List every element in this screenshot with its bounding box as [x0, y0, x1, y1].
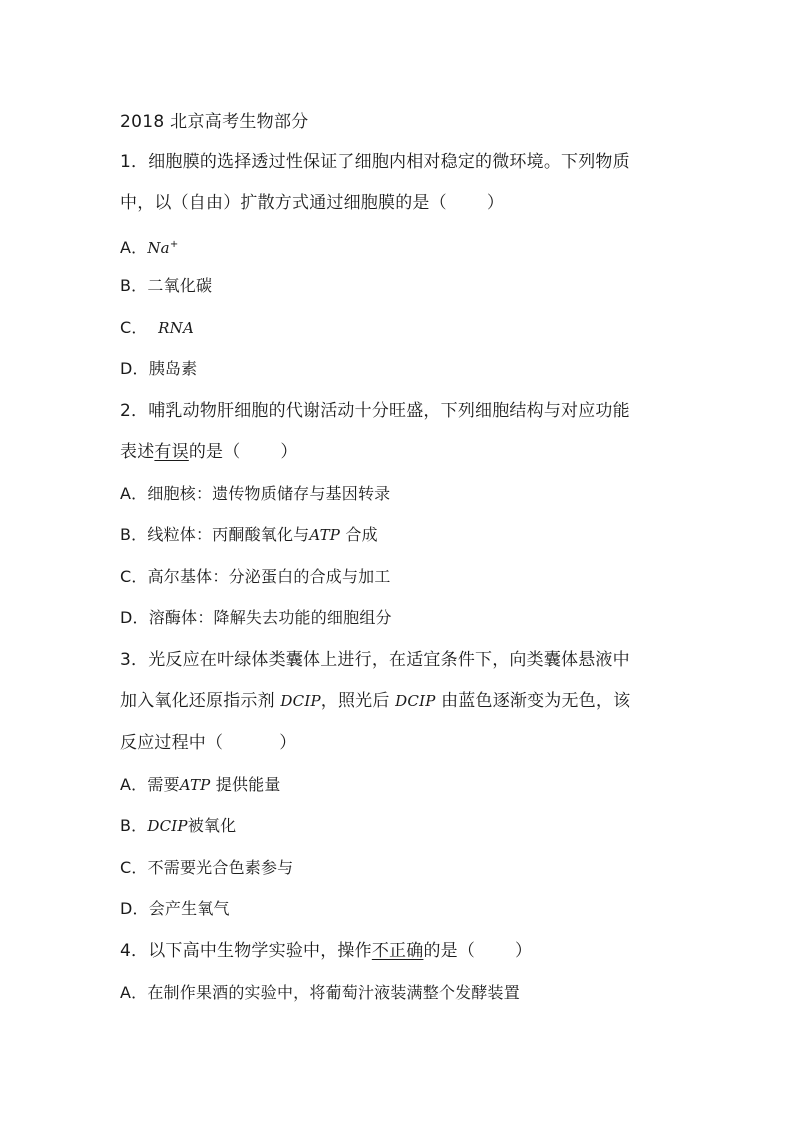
q3-stem-text-post: 由蓝色逐渐变为无色，该 [441, 691, 631, 711]
q3-stem-close: ） [279, 733, 297, 753]
q1-option-a-label: A． [120, 238, 148, 257]
q4-stem-close: ） [515, 941, 533, 961]
q3-stem-formula-2: DCIP [395, 692, 436, 710]
q2-stem-line2 [120, 441, 298, 463]
q1-option-c [120, 317, 194, 339]
q3-option-b [120, 815, 236, 837]
q1-option-b: B．二氧化碳 [120, 276, 213, 295]
q4-stem-text-post: 的是（ [423, 941, 476, 961]
q3-stem-text: 反应过程中（ [120, 733, 224, 753]
q2-stem-text-post: 的是（ [188, 442, 241, 462]
q4-stem-underlined: 不正确 [371, 941, 424, 961]
q2-option-c: C．高尔基体：分泌蛋白的合成与加工 [120, 567, 391, 586]
q3-option-b-label: B． [120, 816, 148, 835]
q3-stem-formula-1: DCIP [280, 692, 321, 710]
q2-stem-underlined: 有误 [154, 442, 189, 462]
q2-option-d: D．溶酶体：降解失去功能的细胞组分 [120, 608, 392, 627]
document-title: 2018 北京高考生物部分 [120, 112, 309, 132]
q1-option-c-label: C． [120, 318, 148, 337]
q2-stem-text-pre: 表述 [120, 442, 155, 462]
q2-option-b [120, 524, 378, 546]
q1-option-a-formula: Na [147, 239, 170, 257]
q1-stem-close: ） [486, 193, 505, 213]
q4-stem [120, 940, 532, 962]
q4-option-a: A．在制作果酒的实验中，将葡萄汁液装满整个发酵装置 [120, 983, 520, 1002]
q1-stem-line2 [120, 192, 504, 214]
q2-option-b-formula: ATP [309, 526, 341, 544]
q3-option-a [120, 774, 281, 796]
q1-option-a-superscript: + [169, 239, 179, 250]
q1-stem-text: 中，以（自由）扩散方式通过细胞膜的是（ [120, 193, 447, 213]
q2-stem-close: ） [280, 442, 298, 462]
q3-option-b-text-post: 被氧化 [187, 816, 237, 835]
q2-stem-line1: 2．哺乳动物肝细胞的代谢活动十分旺盛，下列细胞结构与对应功能 [120, 401, 630, 421]
q3-option-d: D．会产生氧气 [120, 899, 230, 918]
q1-option-c-formula: RNA [158, 319, 195, 337]
q3-stem-line2 [120, 690, 630, 712]
q1-stem-line1: 1．细胞膜的选择透过性保证了细胞内相对稳定的微环境。下列物质 [120, 152, 630, 172]
q2-option-a: A．细胞核：遗传物质储存与基因转录 [120, 484, 391, 503]
q3-stem-line3 [120, 732, 296, 754]
q3-option-c: C．不需要光合色素参与 [120, 858, 294, 877]
q3-option-a-text-post: 提供能量 [215, 775, 281, 794]
q4-stem-text-pre: 4．以下高中生物学实验中，操作 [120, 941, 372, 961]
q3-option-a-formula: ATP [179, 776, 211, 794]
q2-option-b-text: B．线粒体：丙酮酸氧化与 [120, 525, 310, 544]
q1-option-a [120, 234, 178, 259]
q1-option-d: D．胰岛素 [120, 359, 198, 378]
q3-stem-line1: 3．光反应在叶绿体类囊体上进行，在适宜条件下，向类囊体悬液中 [120, 650, 630, 670]
q2-option-b-text-post: 合成 [345, 525, 378, 544]
q3-stem-text-mid: ，照光后 [320, 691, 390, 711]
q3-stem-text-pre: 加入氧化还原指示剂 [120, 691, 275, 711]
q3-option-a-text-pre: A．需要 [120, 775, 180, 794]
q3-option-b-formula: DCIP [147, 817, 188, 835]
